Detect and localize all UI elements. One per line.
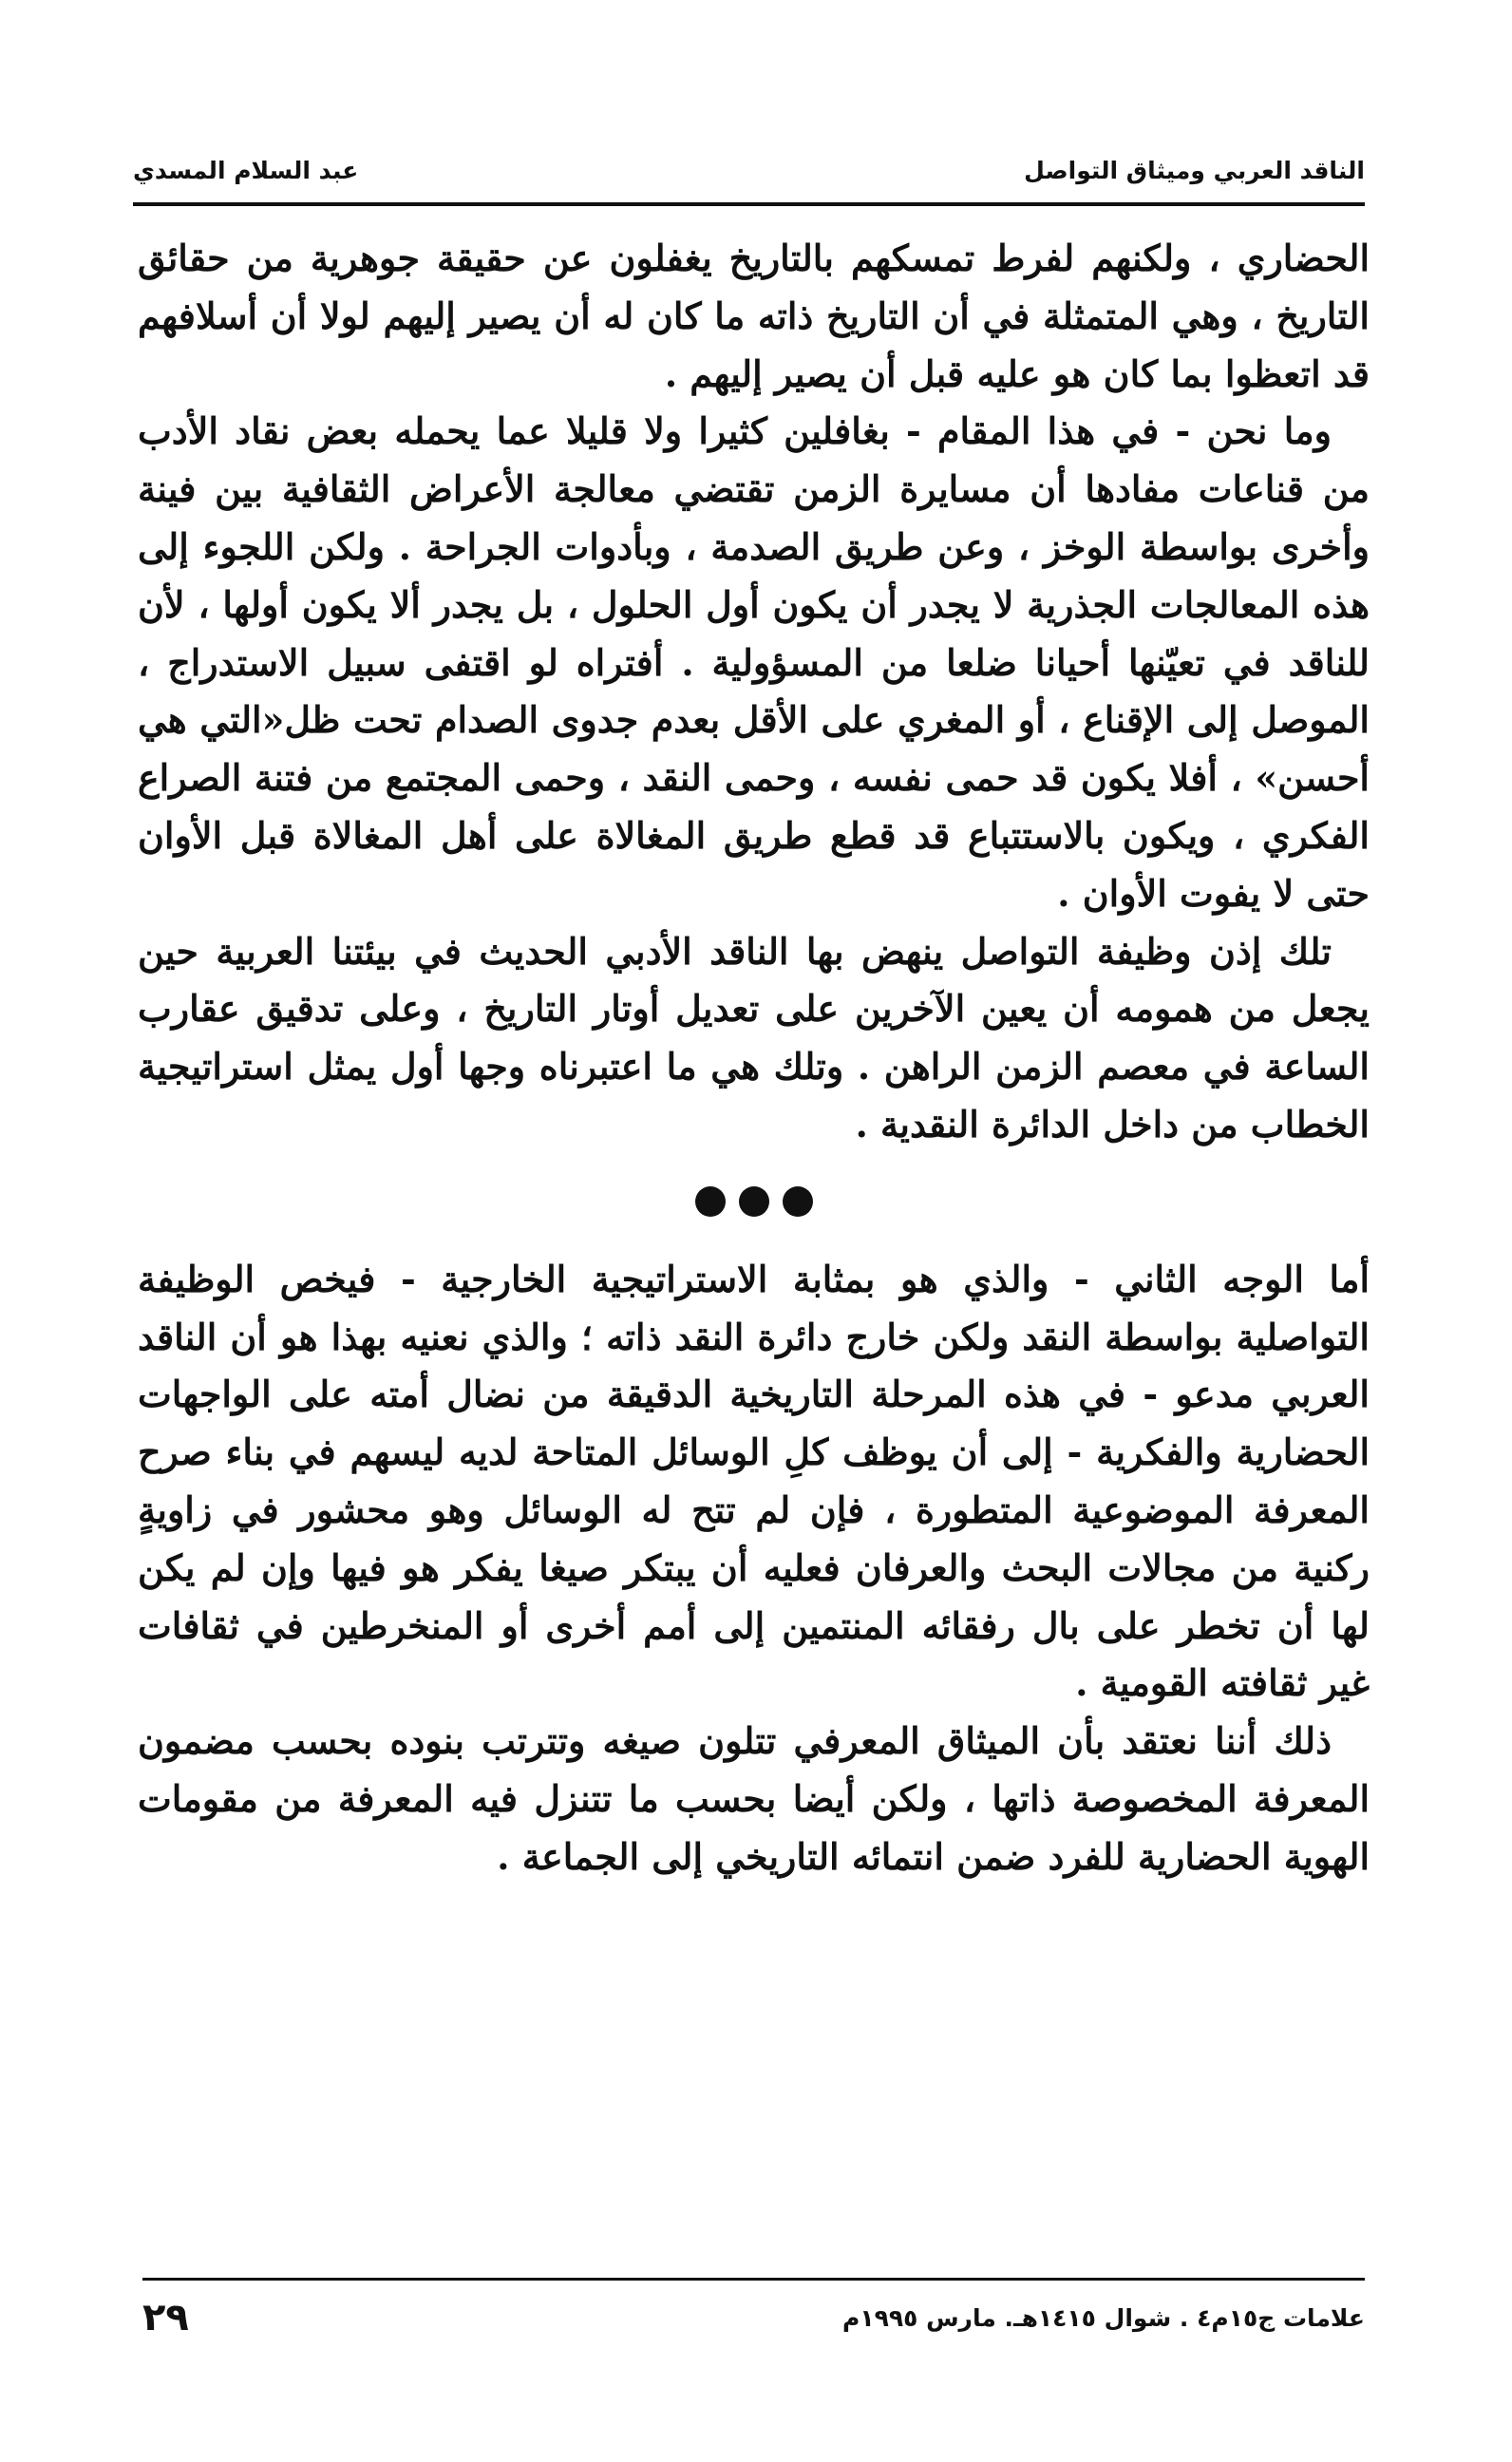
page-footer xyxy=(142,2289,1365,2346)
paragraph-2: وما نحن - في هذا المقام - بغافلين كثيرا ولا قليلا عما يحمله بعض نقاد الأدب من قناعات مفادها أن مسايرة الزمن تقتضي معالجة الأعراض الثقافية بين فينة وأخرى بواسطة الوخز ، وعن طريق الصدمة ، وبأدوات الجراحة . ولكن اللجوء إلى هذه المعالجات الجذرية لا يجدر أن يكون أول الحلول ، بل يجدر ألا يكون أولها ، لأن للناقد في تعيّنها أحيانا ضلعا من المسؤولية . أفتراه لو اقتفى سبيل الاستدراج ، الموصل إلى الإقناع ، أو المغري على الأقل بعدم جدوى الصدام تحت ظل«التي هي أحسن» ، أفلا يكون قد حمى نفسه ، وحمى النقد ، وحمى المجتمع من فتنة الصراع الفكري ، ويكون بالاستتباع قد قطع طريق المغالاة على أهل المغالاة قبل الأوان حتى لا يفوت الأوان . xyxy=(138,409,1370,915)
footer-issue-info: علامات ج١٥م٤ . شوال ١٤١٥هـ. مارس ١٩٩٥م xyxy=(841,2303,1365,2332)
footer-rule xyxy=(142,2278,1365,2281)
paragraph-1: الحضاري ، ولكنهم لفرط تمسكهم بالتاريخ يغفلون عن حقيقة جوهرية من حقائق التاريخ ، وهي المتمثلة في أن التاريخ ذاته ما كان له أن يصير إليهم لولا أن أسلافهم قد اتعظوا بما كان هو عليه قبل أن يصير إليهم . xyxy=(138,237,1370,395)
paragraph-5: ذلك أننا نعتقد بأن الميثاق المعرفي تتلون صيغه وتترتب بنوده بحسب مضمون المعرفة المخصوصة ذاتها ، ولكن أيضا بحسب ما تتنزل فيه المعرفة من مقومات الهوية الحضارية للفرد ضمن انتمائه التاريخي إلى الجماعة . xyxy=(138,1719,1370,1878)
paragraph-3: تلك إذن وظيفة التواصل ينهض بها الناقد الأدبي الحديث في بيئتنا العربية حين يجعل من همومه أن يعين الآخرين على تعديل أوتار التاريخ ، وعلى تدقيق عقارب الساعة في معصم الزمن الراهن . وتلك هي ما اعتبرناه وجها أول يمثل استراتيجية الخطاب من داخل الدائرة النقدية . xyxy=(138,929,1370,1146)
header-rule xyxy=(133,202,1365,206)
separator-dot xyxy=(783,1186,813,1217)
body-text xyxy=(138,230,1370,1886)
separator-dot xyxy=(695,1186,726,1217)
header-author: عبد السلام المسدي xyxy=(133,157,359,184)
header-title: الناقد العربي وميثاق التواصل xyxy=(1024,157,1365,184)
section-separator xyxy=(138,1154,1370,1251)
separator-dot xyxy=(739,1186,769,1217)
page-number: ٢٩ xyxy=(142,2296,189,2339)
paragraph-4: أما الوجه الثاني - والذي هو بمثابة الاستراتيجية الخارجية - فيخص الوظيفة التواصلية بواسطة النقد ولكن خارج دائرة النقد ذاته ؛ والذي نعنيه بهذا هو أن الناقد العربي مدعو - في هذه المرحلة التاريخية الدقيقة من نضال أمته على الواجهات الحضارية والفكرية - إلى أن يوظف كلِ الوسائل المتاحة لديه ليسهم في بناء صرح المعرفة الموضوعية المتطورة ، فإن لم تتح له الوسائل وهو محشور في زاويةٍ ركنية من مجالات البحث والعرفان فعليه أن يبتكر صيغا يفكر هو فيها وإن لم يكن لها أن تخطر على بال رفقائه المنتمين إلى أمم أخرى أو المنخرطين في ثقافات غير ثقافته القومية . xyxy=(138,1257,1370,1705)
running-header xyxy=(133,142,1365,184)
